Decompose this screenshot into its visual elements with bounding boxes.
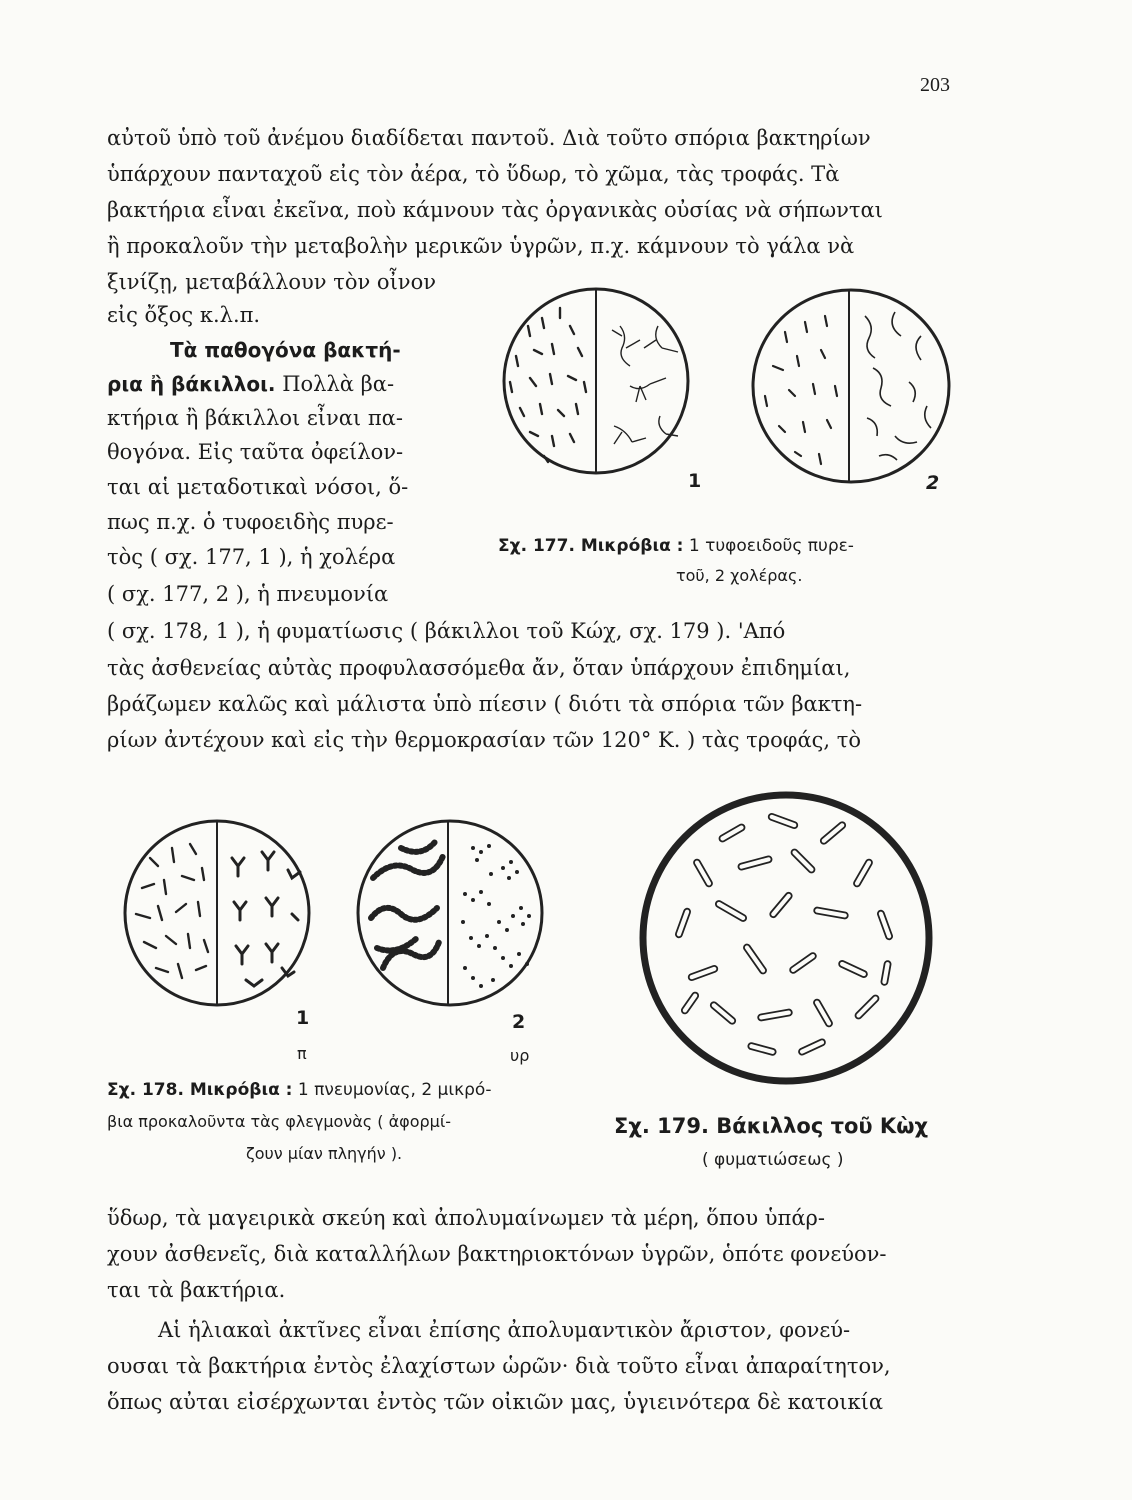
text-line: κτήρια ἢ βάκιλλοι εἶναι πα- [107,406,403,430]
text-line: τὸς ( σχ. 177, 1 ), ἡ χολέρα [107,545,396,569]
figure-179-caption-sub: ( φυματιώσεως ) [702,1150,844,1170]
text-line: ( σχ. 177, 2 ), ἡ πνευμονία [107,582,389,606]
figure-177-circle-1 [490,286,702,476]
text-line: βράζωμεν καλῶς καὶ μάλιστα ὑπὸ πίεσιν ( διότι τὰ σπόρια τῶν βακτη- [107,692,863,716]
text-line: τὰς ἀσθενείας αὐτὰς προφυλασσόμεθα ἄν, ὅταν ὑπάρχουν ἐπιδημίαι, [107,656,851,680]
figure-179-caption: Σχ. 179. Βάκιλλος τοῦ Κὼχ [614,1114,928,1138]
figure-178-caption-line3: ζουν μίαν πληγήν ). [246,1144,403,1163]
figure-178-circle-2 [353,818,547,1008]
text-line: ὅπως αὐται εἰσέρχωνται ἐντὸς τῶν οἰκιῶν μας, ὑγιεινότερα δὲ κατοικία [107,1390,884,1414]
text-line: πως π.χ. ὁ τυφοειδὴς πυρε- [107,510,394,534]
figure-178-caption-title: Σχ. 178. Μικρόβια : [107,1080,293,1100]
text-line: ἢ προκαλοῦν τὴν μεταβολὴν μερικῶν ὑγρῶν, π.χ. κάμνουν τὸ γάλα νὰ [107,234,855,258]
figure-178-label-2: 2 [512,1011,526,1033]
figure-177-caption [498,538,854,555]
section-heading: Τὰ παθογόνα βακτή- [170,338,401,362]
figure-177-caption-text: 1 τυφοειδοῦς πυρε- [683,536,854,556]
section-heading-continued: ρια ἢ βάκιλλοι. [107,372,276,396]
text-fragment: Πολλὰ βα- [275,372,395,396]
figure-179-circle [638,790,934,1086]
text-line: εἰς ὄξος κ.λ.π. [107,303,261,327]
figure-178-circle-1 [120,818,314,1008]
text-line: ξινίζῃ, μεταβάλλουν τὸν οἶνον [107,270,436,294]
text-line [107,374,394,395]
text-line: ουσαι τὰ βακτήρια ἐντὸς ἐλαχίστων ὡρῶν· διὰ τοῦτο εἶναι ἀπαραίτητον, [107,1354,891,1378]
figure-178-caption [107,1082,491,1099]
figure-177-caption-line2: τοῦ, 2 χολέρας. [676,566,803,585]
text-line: ται τὰ βακτήρια. [107,1278,286,1302]
figure-177-label-1: 1 [688,470,702,492]
figure-178-label-1: 1 [296,1007,310,1029]
text-line: ρίων ἀντέχουν καὶ εἰς τὴν θερμοκρασίαν τῶν 120° Κ. ) τὰς τροφάς, τὸ [107,728,862,752]
text-line: ὕδωρ, τὰ μαγειρικὰ σκεύη καὶ ἀπολυμαίνωμεν τὰ μέρη, ὅπου ὑπάρ- [107,1206,825,1230]
text-line: θογόνα. Εἰς ταῦτα ὀφείλον- [107,440,404,464]
text-line: χουν ἀσθενεῖς, διὰ καταλλήλων βακτηριοκτόνων ὑγρῶν, ὁπότε φονεύον- [107,1242,887,1266]
figure-178-caption-line2: βια προκαλοῦντα τὰς φλεγμονὰς ( ἀφορμί- [107,1112,451,1131]
figure-177-circle-2 [745,286,957,488]
figure-177-caption-title: Σχ. 177. Μικρόβια : [498,536,684,556]
text-line: ὑπάρχουν πανταχοῦ εἰς τὸν ἀέρα, τὸ ὕδωρ, τὸ χῶμα, τὰς τροφάς. Τὰ [107,162,840,186]
page-number: 203 [920,74,950,96]
text-line: ( σχ. 178, 1 ), ἡ φυματίωσις ( βάκιλλοι τοῦ Κώχ, σχ. 179 ). 'Από [107,619,786,643]
text-line: βακτήρια εἶναι ἐκεῖνα, ποὺ κάμνουν τὰς ὀργανικὰς οὐσίας νὰ σήπωνται [107,198,883,222]
figure-178-sub-1: π [297,1044,307,1063]
text-line: ται αἱ μεταδοτικαὶ νόσοι, ὅ- [107,475,409,499]
text-line: Αἱ ἡλιακαὶ ἀκτῖνες εἶναι ἐπίσης ἀπολυμαντικὸν ἄριστον, φονεύ- [158,1318,851,1342]
text-line: αὐτοῦ ὑπὸ τοῦ ἀνέμου διαδίδεται παντοῦ. Διὰ τοῦτο σπόρια βακτηρίων [107,126,871,150]
figure-177-label-2: 2 [926,472,940,494]
figure-178-caption-text: 1 πνευμονίας, 2 μικρό- [292,1080,492,1100]
figure-178-sub-2: υρ [510,1046,530,1065]
